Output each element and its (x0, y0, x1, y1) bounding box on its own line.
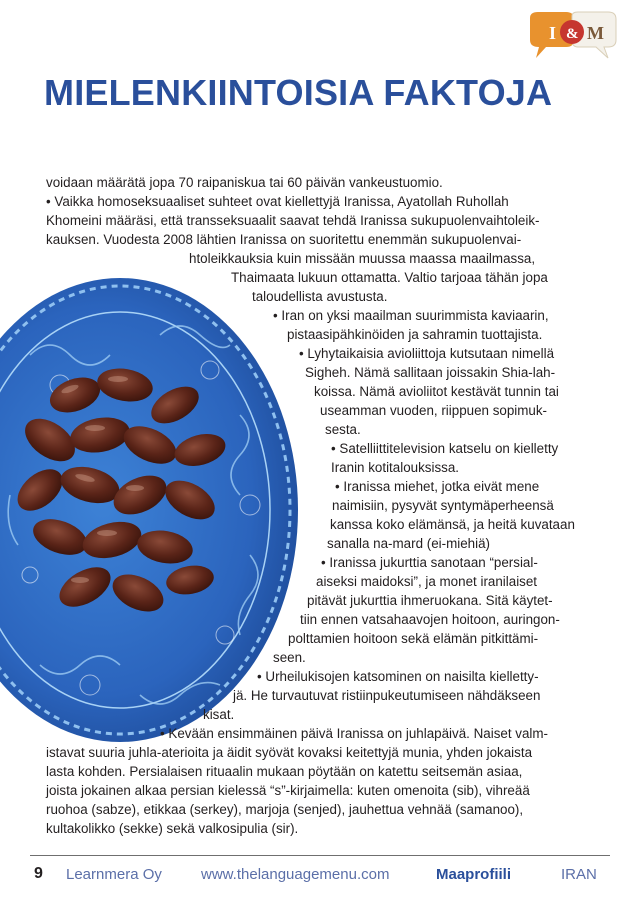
body-line-31: istavat suuria juhla-aterioita ja äidit syövät kovaksi keitettyjä munia, yhden jokaista (46, 745, 533, 760)
body-line-7: taloudellista avustusta. (252, 289, 388, 304)
body-line-15: • Satelliittitelevision katselu on kielletty (331, 441, 559, 456)
footer-section-title: Maaprofiili (436, 866, 512, 883)
body-line-28: jä. He turvautuvat ristiinpukeutumiseen nähdäkseen (233, 688, 541, 703)
body-line-32: lasta kohden. Persialaisen rituaalin mukaan pöytään on katettu seitsemän asiaa, (46, 764, 523, 779)
body-line-6: Thaimaata lukuun ottamatta. Valtio tarjoaa tähän jopa (231, 270, 548, 285)
body-line-3: Khomeini määräsi, että transseksuaalit saavat tehdä Iranissa sukupuolenvaihtoleik- (46, 213, 540, 228)
body-line-14: sesta. (325, 422, 361, 437)
body-line-2: • Vaikka homoseksuaaliset suhteet ovat kiellettyjä Iranissa, Ayatollah Ruhollah (46, 194, 509, 209)
body-line-35: kultakolikko (sekke) sekä valkosipulia (sir). (46, 821, 299, 836)
body-line-29: kisat. (203, 707, 235, 722)
body-line-8: • Iran on yksi maailman suurimmista kaviaarin, (273, 308, 549, 323)
body-line-10: • Lyhytaikaisia avioliittoja kutsutaan nimellä (299, 346, 555, 361)
footer-website-link[interactable]: www.thelanguagemenu.com (201, 866, 390, 883)
learnmera-logo (522, 10, 622, 66)
page-number: 9 (34, 865, 43, 882)
body-line-12: koissa. Nämä avioliitot kestävät tunnin tai (314, 384, 559, 399)
body-line-25: polttamien hoitoon sekä elämän pitkittämi- (288, 631, 539, 646)
body-line-1: voidaan määrätä jopa 70 raipaniskua tai 60 päivän vankeustuomio. (46, 175, 443, 190)
footer-divider (30, 855, 610, 856)
body-line-34: ruohoa (sabze), etikkaa (serkey), marjoja (senjed), jauhettua vehnää (samanoo), (46, 802, 524, 817)
body-line-11: Sigheh. Nämä sallitaan joissakin Shia-lah- (305, 365, 556, 380)
body-line-19: kanssa koko elämänsä, ja heitä kuvataan (330, 517, 575, 532)
body-line-16: Iranin kotitalouksissa. (331, 460, 460, 475)
body-line-30: • Kevään ensimmäinen päivä Iranissa on juhlapäivä. Naiset valm- (160, 726, 549, 741)
body-line-21: • Iranissa jukurttia sanotaan “persial- (321, 555, 538, 570)
body-line-13: useamman vuoden, riippuen sopimuk- (320, 403, 548, 418)
body-line-4: kauksen. Vuodesta 2008 lähtien Iranissa on suoritettu enemmän sukupuolenvai- (46, 232, 522, 247)
body-line-33: joista jokainen alkaa persian kielessä “s”-kirjaimella: kuten omenoita (sib), vihreää (46, 783, 530, 798)
page-title: MIELENKIINTOISIA FAKTOJA (44, 72, 553, 113)
footer-organization: Learnmera Oy (66, 866, 162, 883)
body-line-26: seen. (273, 650, 306, 665)
body-line-24: tiin ennen vatsahaavojen hoitoon, auringon- (300, 612, 560, 627)
body-line-5: htoleikkauksia kuin missään muussa maassa maailmassa, (189, 251, 536, 266)
footer-country: IRAN (561, 866, 597, 883)
body-line-9: pistaasipähkinöiden ja sahramin tuottajista. (287, 327, 543, 342)
logo-letter-i: I (549, 23, 557, 43)
body-line-17: • Iranissa miehet, jotka eivät mene (335, 479, 540, 494)
body-line-22: aiseksi maidoksi”, ja monet iranilaiset (316, 574, 538, 589)
body-line-18: naimisiin, pysyvät syntymäperheensä (332, 498, 554, 513)
logo-letter-m: M (587, 23, 604, 43)
logo-mark: & (566, 26, 579, 42)
body-line-23: pitävät jukurttia ihmeruokana. Sitä käytet- (307, 593, 553, 608)
body-line-27: • Urheilukisojen katsominen on naisilta kielletty- (257, 669, 539, 684)
dates-plate-image (0, 275, 300, 745)
body-line-20: sanalla na-mard (ei-miehiä) (327, 536, 490, 551)
